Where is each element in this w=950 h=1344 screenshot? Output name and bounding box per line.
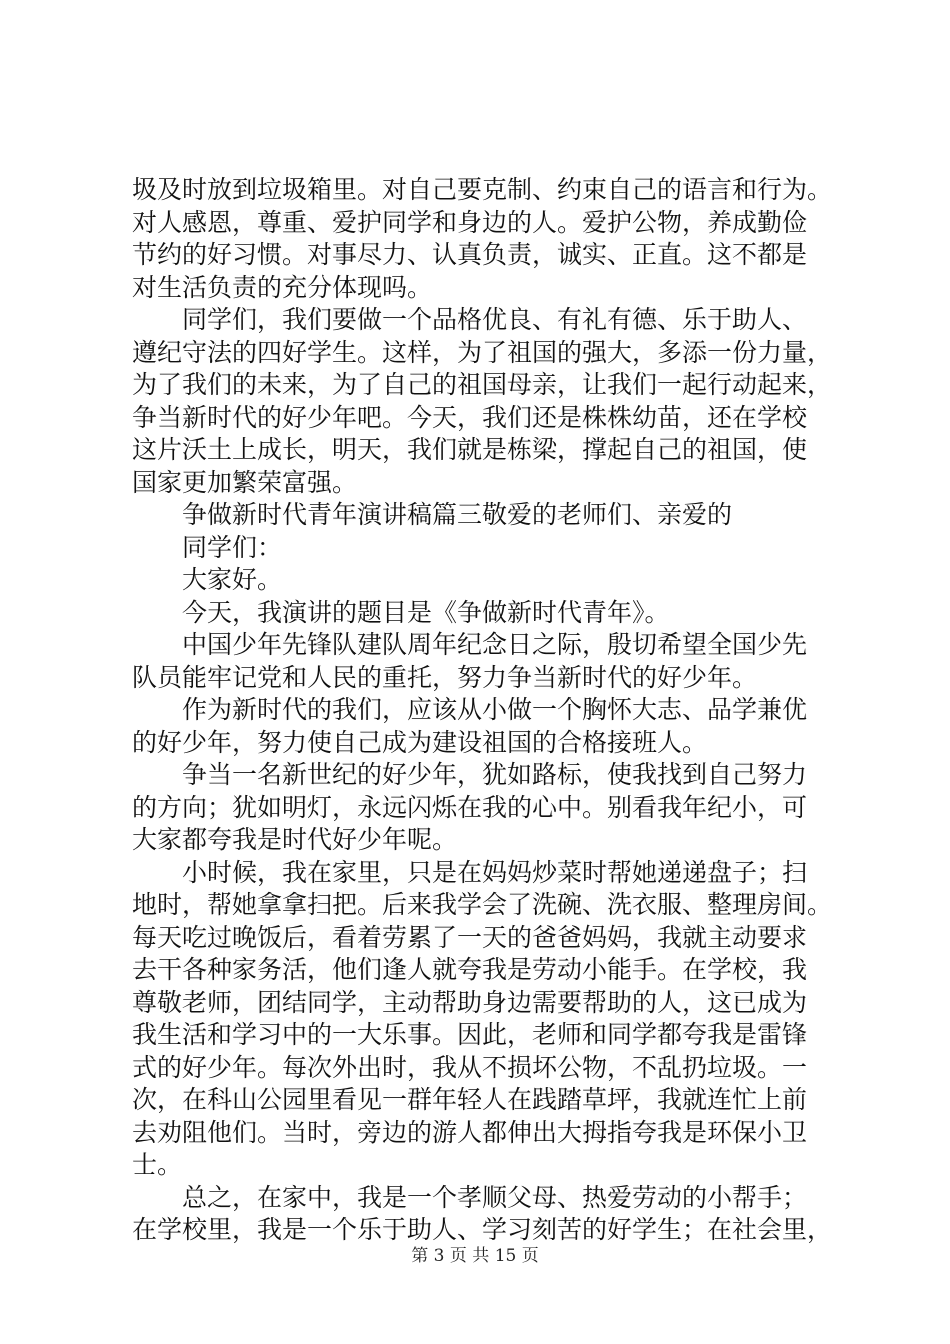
text-line: 士。	[132, 1150, 183, 1179]
text-line: 同学们，我们要做一个品格优良、有礼有德、乐于助人、	[182, 305, 808, 334]
text-line: 每天吃过晚饭后，看着劳累了一天的爸爸妈妈，我就主动要求	[132, 922, 808, 952]
page-number-footer: 第 3 页 共 15 页	[411, 1246, 539, 1266]
text-line: 大家好。	[182, 565, 283, 594]
text-line: 为了我们的未来，为了自己的祖国母亲，让我们一起行动起来，	[132, 370, 833, 399]
text-line: 总之，在家中，我是一个孝顺父母、热爱劳动的小帮手；	[182, 1182, 808, 1212]
text-line: 小时候，我在家里，只是在妈妈炒菜时帮她递递盘子；扫	[182, 857, 808, 887]
text-line: 尊敬老师，团结同学，主动帮助身边需要帮助的人，这已成为	[132, 987, 808, 1017]
text-line: 遵纪守法的四好学生。这样，为了祖国的强大，多添一份力量，	[132, 337, 833, 367]
text-line: 去劝阻他们。当时，旁边的游人都伸出大拇指夸我是环保小卫	[132, 1117, 808, 1147]
text-line: 国家更加繁荣富强。	[132, 467, 358, 497]
text-line: 的好少年，努力使自己成为建设祖国的合格接班人。	[132, 727, 708, 757]
text-line: 地时，帮她拿拿扫把。后来我学会了洗碗、洗衣服、整理房间。	[132, 890, 833, 919]
text-line: 在学校里，我是一个乐于助人、学习刻苦的好学生；在社会里，	[132, 1215, 833, 1244]
text-line: 今天，我演讲的题目是《争做新时代青年》。	[182, 597, 670, 627]
text-line: 对人感恩，尊重、爱护同学和身边的人。爱护公物，养成勤俭	[132, 207, 808, 237]
text-line: 的方向；犹如明灯，永远闪烁在我的心中。别看我年纪小，可	[132, 792, 808, 822]
text-line: 去干各种家务活，他们逢人就夸我是劳动小能手。在学校，我	[132, 955, 808, 984]
text-line: 争做新时代青年演讲稿篇三敬爱的老师们、亲爱的	[182, 500, 733, 529]
text-line: 同学们：	[182, 532, 283, 562]
text-line: 对生活负责的充分体现吗。	[132, 272, 433, 302]
text-line: 我生活和学习中的一大乐事。因此，老师和同学都夸我是雷锋	[132, 1020, 808, 1049]
text-line: 大家都夸我是时代好少年呢。	[132, 825, 458, 854]
text-line: 这片沃土上成长，明天，我们就是栋梁，撑起自己的祖国，使	[132, 435, 808, 464]
text-line: 次，在科山公园里看见一群年轻人在践踏草坪，我就连忙上前	[132, 1085, 808, 1114]
text-line: 中国少年先锋队建队周年纪念日之际，殷切希望全国少先	[182, 630, 808, 659]
text-line: 作为新时代的我们，应该从小做一个胸怀大志、品学兼优	[182, 695, 808, 724]
text-line: 式的好少年。每次外出时，我从不损坏公物，不乱扔垃圾。一	[132, 1052, 808, 1082]
text-line: 队员能牢记党和人民的重托，努力争当新时代的好少年。	[132, 662, 758, 692]
text-line: 圾及时放到垃圾箱里。对自己要克制、约束自己的语言和行为。	[132, 175, 833, 204]
text-line: 争当新时代的好少年吧。今天，我们还是株株幼苗，还在学校	[132, 402, 808, 432]
text-line: 节约的好习惯。对事尽力、认真负责，诚实、正直。这不都是	[132, 240, 808, 269]
document-body	[132, 174, 832, 1247]
text-line: 争当一名新世纪的好少年，犹如路标，使我找到自己努力	[182, 760, 808, 789]
